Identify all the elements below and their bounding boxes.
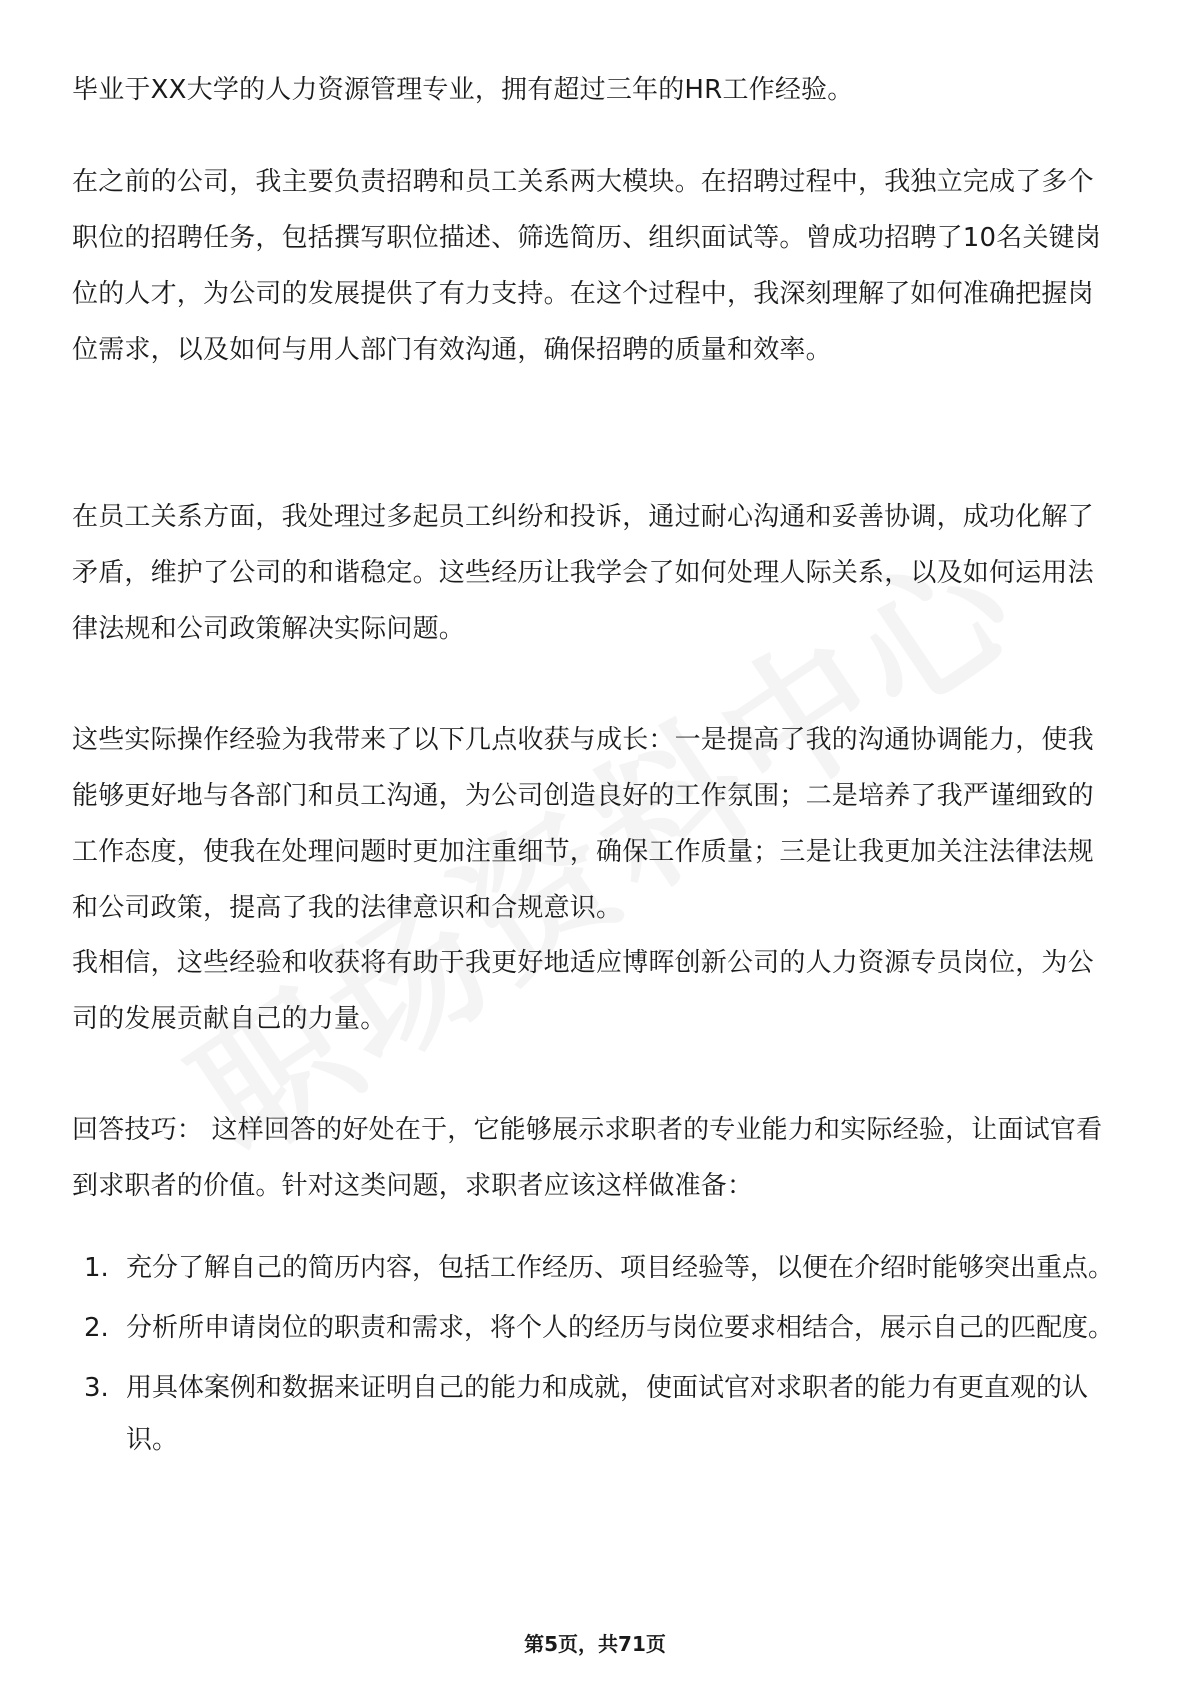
tips-list: [72, 1242, 1118, 1474]
list-item: [72, 1362, 1118, 1466]
paragraph-recruitment-experience: 在之前的公司，我主要负责招聘和员工关系两大模块。在招聘过程中，我独立完成了多个职位的招聘任务，包括撰写职位描述、筛选简历、组织面试等。曾成功招聘了10名关键岗位的人才，为公司的发展提供了有力支持。在这个过程中，我深刻理解了如何准确把握岗位需求，以及如何与用人部门有效沟通，确保招聘的质量和效率。: [72, 167, 1102, 365]
paragraph-conclusion: 我相信，这些经验和收获将有助于我更好地适应博晖创新公司的人力资源专员岗位，为公司的发展贡献自己的力量。: [72, 948, 1094, 1034]
list-item-number: 1.: [84, 1253, 109, 1283]
paragraph-employee-relations: 在员工关系方面，我处理过多起员工纠纷和投诉，通过耐心沟通和妥善协调，成功化解了矛盾，维护了公司的和谐稳定。这些经历让我学会了如何处理人际关系，以及如何运用法律法规和公司政策解决实际问题。: [72, 502, 1094, 644]
list-item-text: 分析所申请岗位的职责和需求，将个人的经历与岗位要求相结合，展示自己的匹配度。: [126, 1313, 1115, 1343]
list-item-text: 充分了解自己的简历内容，包括工作经历、项目经验等，以便在介绍时能够突出重点。: [126, 1253, 1115, 1283]
paragraph-education: 毕业于XX大学的人力资源管理专业，拥有超过三年的HR工作经验。: [72, 75, 854, 105]
paragraph-gains-and-growth: 这些实际操作经验为我带来了以下几点收获与成长：一是提高了我的沟通协调能力，使我能够更好地与各部门和员工沟通，为公司创造良好的工作氛围；二是培养了我严谨细致的工作态度，使我在处理问题时更加注重细节，确保工作质量；三是让我更加关注法律法规和公司政策，提高了我的法律意识和合规意识。: [72, 725, 1094, 923]
list-item-text: 用具体案例和数据来证明自己的能力和成就，使面试官对求职者的能力有更直观的认识。: [126, 1373, 1089, 1455]
list-item: [72, 1242, 1118, 1294]
page-number-footer: 第5页，共71页: [524, 1632, 666, 1656]
paragraph-answer-tips: 回答技巧： 这样回答的好处在于，它能够展示求职者的专业能力和实际经验，让面试官看到求职者的价值。针对这类问题，求职者应该这样做准备：: [72, 1115, 1103, 1201]
list-item-number: 3.: [84, 1373, 109, 1403]
list-item-number: 2.: [84, 1313, 109, 1343]
list-item: [72, 1302, 1118, 1354]
